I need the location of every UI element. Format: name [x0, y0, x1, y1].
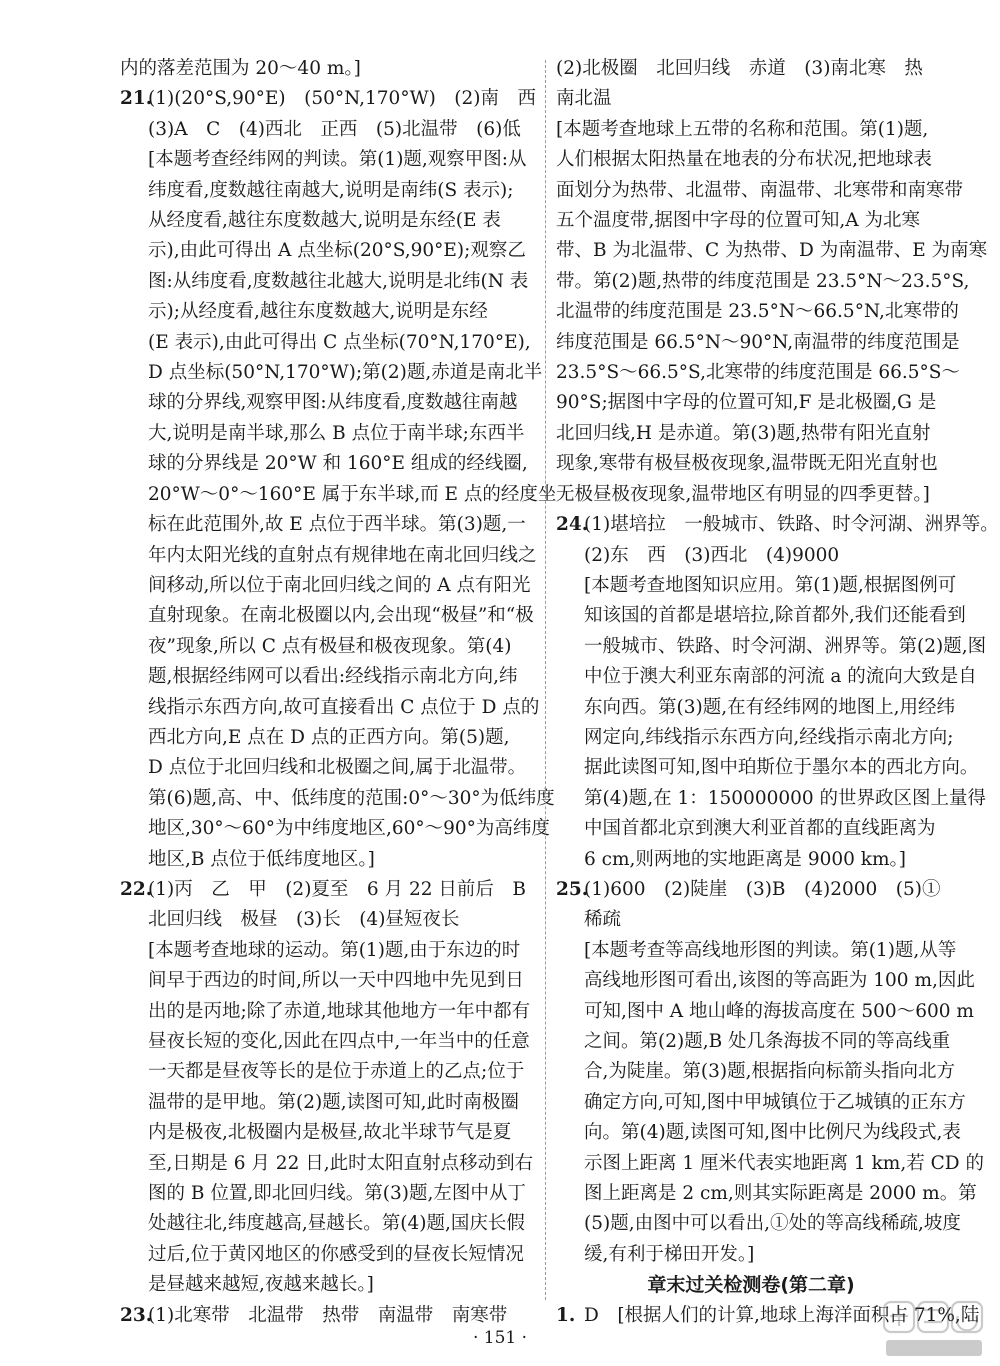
text-line — [120, 510, 538, 540]
line-text: D 点坐标(50°N,170°W);第(2)题,赤道是南北半 — [148, 362, 543, 384]
line-text: 地区,B 点位于低纬度地区。] — [148, 848, 375, 870]
line-text: (1)堪培拉 一般城市、铁路、时令河湖、洲界等。 — [584, 514, 999, 536]
line-text: 缓,有利于梯田开发。] — [584, 1243, 755, 1265]
question-number: 25. — [556, 878, 589, 900]
text-line — [120, 662, 538, 692]
line-text: D 点位于北回归线和北极圈之间,属于北温带。 — [148, 757, 527, 779]
line-text: 第(6)题,高、中、低纬度的范围:0°～30°为低纬度 — [148, 787, 555, 809]
line-text: 可知,图中 A 地山峰的海拔高度在 500～600 m — [584, 1000, 974, 1022]
question-answer-25 — [556, 875, 984, 1270]
line-text: (2)东 西 (3)西北 (4)9000 — [584, 544, 840, 566]
text-line — [120, 1088, 538, 1118]
text-line — [556, 662, 977, 692]
text-line — [120, 1209, 538, 1239]
line-text: (1)北寒带 北温带 热带 南温带 南寒带 — [148, 1304, 508, 1326]
left-column — [120, 54, 557, 1331]
text-line — [120, 632, 538, 662]
line-text: 内的落差范围为 20～40 m。] — [120, 58, 361, 79]
continued-text — [120, 54, 538, 84]
text-line — [120, 358, 543, 388]
line-text: 标在此范围外,故 E 点位于西半球。第(3)题,一 — [148, 514, 526, 536]
text-line — [556, 388, 946, 418]
text-line — [120, 1027, 538, 1057]
line-text: 一般城市、铁路、时令河湖、洲界等。第(2)题,图 — [584, 635, 987, 657]
line-text: 夜”现象,所以 C 点有极昼和极夜现象。第(4) — [148, 635, 512, 657]
text-line — [120, 905, 538, 935]
line-text: 至,日期是 6 月 22 日,此时太阳直射点移动到右 — [148, 1152, 534, 1174]
line-text: 间移动,所以位于南北回归线之间的 A 点有阳光 — [148, 574, 531, 596]
line-text: (3)A C (4)西北 正西 (5)北温带 (6)低 — [148, 118, 521, 140]
text-line — [120, 723, 538, 753]
text-line — [120, 1118, 538, 1148]
text-line — [120, 449, 538, 479]
text-line — [556, 510, 999, 540]
line-text: 题,根据经纬网可以看出:经线指示南北方向,纬 — [148, 666, 518, 688]
line-text: 无极昼极夜现象,温带地区有明显的四季更替。] — [556, 483, 930, 505]
line-text: 北回归线 极昼 (3)长 (4)昼短夜长 — [148, 909, 460, 931]
text-line — [120, 936, 538, 966]
question-number: 23. — [120, 1304, 153, 1326]
text-line — [556, 358, 960, 388]
text-line — [120, 1240, 538, 1270]
line-text: 线指示东西方向,故可直接看出 C 点位于 D 点的 — [148, 696, 540, 718]
line-text: 图的 B 位置,即北回归线。第(3)题,左图中从丁 — [148, 1183, 526, 1205]
text-line — [120, 784, 555, 814]
text-line — [120, 328, 538, 358]
question-answer-22 — [120, 875, 538, 1301]
line-text: 北温带的纬度范围是 23.5°N～66.5°N,北寒带的 — [556, 301, 959, 323]
line-text: 地区,30°～60°为中纬度地区,60°～90°为高纬度 — [148, 818, 550, 840]
question-number: 21. — [120, 88, 153, 110]
line-text: (1)600 (2)陡崖 (3)B (4)2000 (5)① — [584, 878, 941, 900]
question-number: 24. — [556, 514, 589, 536]
text-line — [556, 1179, 977, 1209]
line-text: 一天都是昼夜等长的是位于赤道上的乙点;位于 — [148, 1061, 525, 1083]
line-text: (E 表示),由此可得出 C 点坐标(70°N,170°E), — [148, 331, 531, 353]
line-text: 纬度范围是 66.5°N～90°N,南温带的纬度范围是 — [556, 331, 960, 353]
question-number: 22. — [120, 878, 153, 900]
line-text: 现象,寒带有极昼极夜现象,温带既无阳光直射也 — [556, 453, 938, 475]
line-text: 第(4)题,在 1：150000000 的世界政区图上量得 — [584, 787, 987, 809]
question-number: 1. — [556, 1304, 576, 1326]
right-column — [556, 54, 999, 1331]
text-line — [556, 54, 946, 84]
question-answer-21 — [120, 84, 557, 875]
text-line — [556, 936, 957, 966]
text-line — [556, 267, 970, 297]
line-text: 中位于澳大利亚东南部的河流 a 的流向大致是自 — [584, 666, 977, 688]
column-divider — [545, 60, 546, 1300]
line-text: 五个温度带,据图中字母的位置可知,A 为北寒 — [556, 210, 921, 232]
line-text: 温带的是甲地。第(2)题,读图可知,此时南极圈 — [148, 1091, 519, 1113]
text-line — [120, 206, 538, 236]
line-text: [本题考查地球上五带的名称和范围。第(1)题, — [556, 118, 929, 140]
text-line — [556, 753, 979, 783]
line-text: 大,说明是南半球,那么 B 点位于南半球;东西半 — [148, 422, 525, 444]
line-text: 北回归线,H 是赤道。第(3)题,热带有阳光直射 — [556, 422, 931, 444]
line-text: 面划分为热带、北温带、南温带、北寒带和南寒带 — [556, 179, 964, 201]
line-text: (1)(20°S,90°E) (50°N,170°W) (2)南 西 — [148, 88, 537, 110]
line-text: 球的分界线,观察甲图:从纬度看,度数越往南越 — [148, 392, 518, 414]
line-text: 6 cm,则两地的实地距离是 9000 km。] — [584, 848, 906, 870]
text-line — [556, 145, 946, 175]
text-line — [120, 1179, 538, 1209]
line-text: 20°W～0°～160°E 属于东半球,而 E 点的经度坐 — [148, 483, 557, 505]
text-line — [120, 1149, 538, 1179]
text-line — [556, 84, 946, 114]
text-line — [120, 297, 538, 327]
text-line — [556, 480, 946, 510]
line-text: 合,为陡崖。第(3)题,根据指向标箭头指向北方 — [584, 1061, 955, 1083]
line-text: 东向西。第(3)题,在有经纬网的地图上,用经纬 — [584, 696, 955, 718]
line-text: 90°S;据图中字母的位置可知,F 是北极圈,G 是 — [556, 392, 937, 414]
text-line — [556, 115, 946, 145]
text-line — [120, 601, 538, 631]
text-line — [556, 814, 946, 844]
text-line — [120, 571, 538, 601]
watermark-logo — [880, 1296, 990, 1362]
line-text: 确定方向,可知,图中甲城镇位于乙城镇的正东方 — [584, 1091, 966, 1113]
section-title: 章末过关检测卷(第二章) — [647, 1274, 855, 1297]
text-line — [556, 693, 955, 723]
line-text: 中国首都北京到澳大利亚首都的直线距离为 — [584, 818, 936, 840]
text-line — [556, 176, 964, 206]
page-number: · 151 · — [472, 1328, 528, 1348]
text-line — [120, 845, 538, 875]
line-text: 是昼越来越短,夜越来越长。] — [148, 1274, 374, 1296]
text-line — [556, 1118, 961, 1148]
line-text: 年内太阳光线的直射点有规律地在南北回归线之 — [148, 544, 537, 566]
line-text: [本题考查地球的运动。第(1)题,由于东边的时 — [148, 939, 521, 961]
text-line — [120, 236, 538, 266]
text-line — [120, 1270, 538, 1300]
line-text: [本题考查等高线地形图的判读。第(1)题,从等 — [584, 939, 957, 961]
line-text: 过后,位于黄冈地区的你感受到的昼夜长短情况 — [148, 1243, 524, 1265]
text-line — [120, 966, 538, 996]
text-line — [120, 145, 538, 175]
line-text: 昼夜长短的变化,因此在四点中,一年当中的任意 — [148, 1031, 530, 1052]
text-line — [120, 419, 538, 449]
text-line — [556, 875, 946, 905]
line-text: 示);从经度看,越往东度数越大,说明是东经 — [148, 301, 488, 323]
text-line — [120, 1057, 538, 1087]
line-text: 纬度看,度数越往南越大,说明是南纬(S 表示); — [148, 179, 514, 201]
line-text: 示),由此可得出 A 点坐标(20°S,90°E);观察乙 — [148, 240, 526, 262]
text-line — [556, 632, 987, 662]
text-line — [556, 723, 954, 753]
text-line — [120, 480, 557, 510]
text-line — [556, 601, 966, 631]
line-text: 带、B 为北温带、C 为热带、D 为南温带、E 为南寒 — [556, 240, 988, 262]
text-line — [556, 328, 960, 358]
text-line — [556, 419, 946, 449]
text-line — [120, 693, 538, 723]
text-line — [556, 997, 974, 1027]
continued-text — [556, 54, 988, 510]
line-text: [本题考查地图知识应用。第(1)题,根据图例可 — [584, 574, 957, 596]
text-line — [120, 267, 538, 297]
line-text: 向。第(4)题,读图可知,图中比例尺为线段式,表 — [584, 1122, 961, 1144]
line-text: (2)北极圈 北回归线 赤道 (3)南北寒 热 — [556, 58, 923, 79]
text-line — [120, 176, 538, 206]
question-answer-23 — [120, 1301, 538, 1331]
line-text: 直射现象。在南北极圈以内,会出现“极昼”和“极 — [148, 605, 534, 627]
line-text: 高线地形图可看出,该图的等高距为 100 m,因此 — [584, 970, 975, 992]
line-text: 球的分界线是 20°W 和 160°E 组成的经线圈, — [148, 453, 528, 475]
text-line — [556, 1027, 951, 1057]
line-text: 稀疏 — [584, 909, 622, 931]
text-line — [556, 905, 946, 935]
text-line — [120, 875, 538, 905]
line-text: 图:从纬度看,度数越往北越大,说明是北纬(N 表 — [148, 270, 529, 292]
text-line — [120, 115, 538, 145]
line-text: 之间。第(2)题,B 处几条海拔不同的等高线重 — [584, 1031, 951, 1052]
line-text: 从经度看,越往东度数越大,说明是东经(E 表 — [148, 210, 501, 232]
text-line — [556, 1209, 961, 1239]
text-line — [556, 1088, 966, 1118]
text-line — [556, 571, 957, 601]
text-line — [120, 997, 538, 1027]
line-text: 图上距离是 2 cm,则其实际距离是 2000 m。第 — [584, 1183, 977, 1205]
text-line — [556, 449, 946, 479]
text-line — [556, 784, 987, 814]
line-text: 示图上距离 1 厘米代表实地距离 1 km,若 CD 的 — [584, 1152, 984, 1174]
text-line — [120, 388, 538, 418]
line-text: 带。第(2)题,热带的纬度范围是 23.5°N～23.5°S, — [556, 270, 970, 292]
line-text: (1)丙 乙 甲 (2)夏至 6 月 22 日前后 B — [148, 878, 526, 900]
line-text: D [根据人们的计算,地球上海洋面积占 71%,陆 — [584, 1304, 980, 1326]
text-line — [120, 753, 538, 783]
line-text: 据此读图可知,图中珀斯位于墨尔本的西北方向。 — [584, 757, 979, 779]
line-text: 出的是丙地;除了赤道,地球其他地方一年中都有 — [148, 1000, 531, 1022]
line-text: 南北温 — [556, 88, 612, 110]
text-line — [556, 1149, 984, 1179]
line-text: 人们根据太阳热量在地表的分布状况,把地球表 — [556, 149, 932, 171]
line-text: 网定向,纬线指示东西方向,经线指示南北方向; — [584, 726, 954, 748]
text-line — [556, 236, 988, 266]
line-text: [本题考查经纬网的判读。第(1)题,观察甲图:从 — [148, 149, 527, 171]
text-line — [120, 541, 538, 571]
line-text: 23.5°S～66.5°S,北寒带的纬度范围是 66.5°S～ — [556, 362, 960, 384]
text-line — [120, 84, 538, 114]
text-line — [556, 1057, 955, 1087]
text-line — [556, 297, 959, 327]
text-line — [556, 845, 946, 875]
text-line — [556, 206, 946, 236]
text-line — [120, 54, 538, 84]
text-line — [120, 1301, 538, 1331]
line-text: 处越往北,纬度越高,昼越长。第(4)题,国庆长假 — [148, 1213, 525, 1235]
line-text: 内是极夜,北极圈内是极昼,故北半球节气是夏 — [148, 1122, 512, 1144]
line-text: 知该国的首都是堪培拉,除首都外,我们还能看到 — [584, 605, 966, 627]
text-line — [556, 1240, 946, 1270]
line-text: 西北方向,E 点在 D 点的正西方向。第(5)题, — [148, 726, 510, 748]
line-text: (5)题,由图中可以看出,①处的等高线稀疏,坡度 — [584, 1213, 961, 1235]
text-line — [556, 966, 975, 996]
text-line — [556, 541, 946, 571]
question-answer-24 — [556, 510, 999, 875]
text-line — [120, 814, 550, 844]
line-text: 间早于西边的时间,所以一天中四地中先见到日 — [148, 970, 524, 992]
